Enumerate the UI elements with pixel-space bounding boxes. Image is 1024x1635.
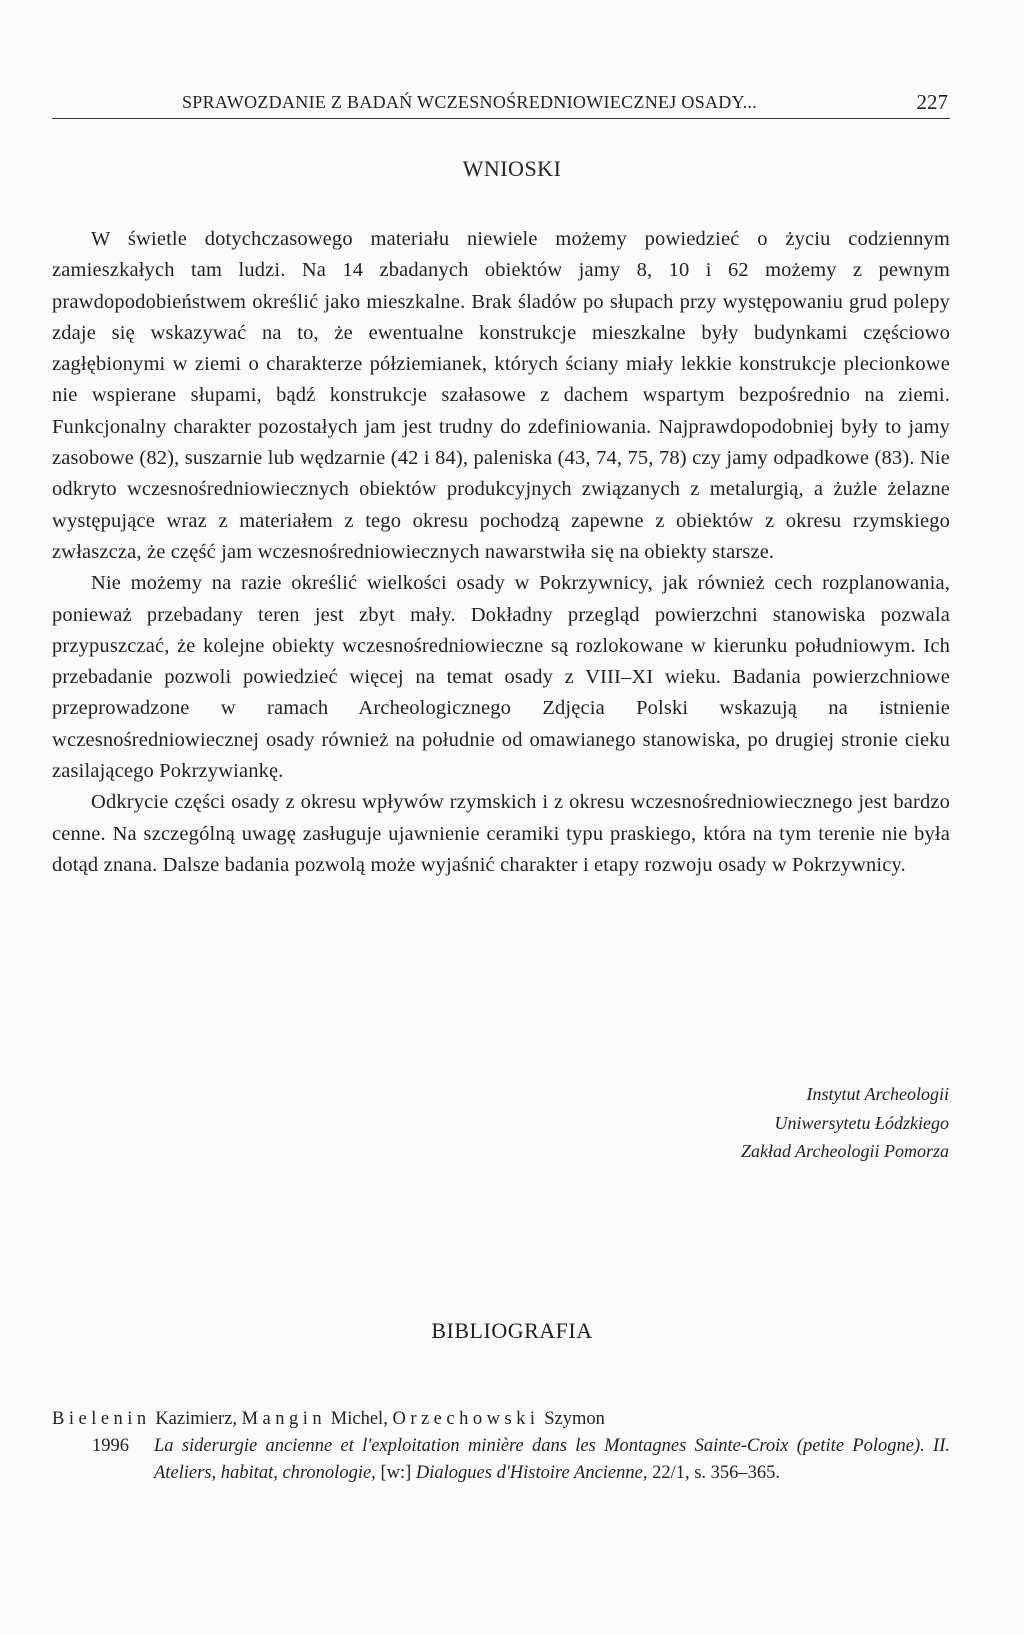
author-surname: Mangin <box>241 1409 327 1429</box>
bib-volume-pages: 22/1, s. 356–365. <box>652 1463 781 1483</box>
running-title: SPRAWOZDANIE Z BADAŃ WCZESNOŚREDNIOWIECZNEJ OSADY... <box>182 92 757 112</box>
bib-authors <box>52 1406 950 1433</box>
paragraph: Nie możemy na razie określić wielkości osady w Pokrzywnicy, jak również cech rozplanowania, ponieważ przebadany teren jest zbyt mały. Dokładny przegląd powierzchni stanowiska pozwala przypuszczać, że kolejne obiekty wczesnośredniowieczne są rozlokowane w kierunku południowym. Ich przebadanie pozwoli powiedzieć więcej na temat osady z VIII–XI wieku. Badania powierzchniowe przeprowadzone w ramach Archeologicznego Zdjęcia Polski wskazują na istnienie wczesnośredniowiecznej osady również na południe od omawianego stanowiska, po drugiej stronie cieku zasilającego Pokrzywiankę. <box>52 572 950 783</box>
affiliation-line: Instytut Archeologii <box>806 1084 949 1104</box>
paragraph: Odkrycie części osady z okresu wpływów rzymskich i z okresu wczesnośredniowiecznego jest bardzo cenne. Na szczególną uwagę zasługuje ujawnienie ceramiki typu praskiego, która na tym terenie nie była dotąd znana. Dalsze badania pozwolą może wyjaśnić charakter i etapy rozwoju osady w Pokrzywnicy. <box>52 791 950 876</box>
bib-title: La siderurgie ancienne et l'exploitation minière dans les Montagnes Sainte-Croix (petite Pologne). II. Ateliers, habitat, chronologie, <box>154 1436 950 1483</box>
author-affiliation <box>741 1080 949 1166</box>
section-heading-wnioski: WNIOSKI <box>462 156 562 181</box>
author-surname: Orzechowski <box>392 1409 540 1429</box>
page-number: 227 <box>916 90 948 114</box>
section-heading-bibliography: BIBLIOGRAFIA <box>431 1318 593 1343</box>
bib-year: 1996 <box>92 1436 129 1456</box>
author-given-name: Kazimierz, <box>155 1409 237 1429</box>
bibliography-list <box>52 1406 950 1487</box>
running-head <box>52 88 950 119</box>
bib-journal: Dialogues d'Histoire Ancienne, <box>415 1463 648 1483</box>
paragraph: W świetle dotychczasowego materiału niewiele możemy powiedzieć o życiu codziennym zamieszkałych tam ludzi. Na 14 zbadanych obiektów jamy 8, 10 i 62 możemy z pewnym prawdopodobieństwem określić jako mieszkalne. Brak śladów po słupach przy występowaniu grud polepy zdaje się wskazywać na to, że ewentualne konstrukcje mieszkalne były budynkami częściowo zagłębionymi w ziemi o charakterze półziemianek, których ściany miały lekkie konstrukcje plecionkowe nie wspierane słupami, bądź konstrukcje szałasowe z dachem wspartym bezpośrednio na ziemi. Funkcjonalny charakter pozostałych jam jest trudny do zdefiniowania. Najprawdopodobniej były to jamy zasobowe (82), suszarnie lub wędzarnie (42 i 84), paleniska (43, 74, 75, 78) czy jamy odpadkowe (83). Nie odkryto wczesnośredniowiecznych obiektów produkcyjnych związanych z metalurgią, a żużle żelazne występujące wraz z materiałem z tego okresu pochodzą zapewne z obiektów z okresu rzymskiego zwłaszcza, że część jam wczesnośredniowiecznych nawarstwiła się na obiekty starsze. <box>52 228 950 563</box>
affiliation-line: Uniwersytetu Łódzkiego <box>774 1112 949 1133</box>
bib-entry <box>52 1433 950 1487</box>
body-text <box>52 224 950 881</box>
bib-citation <box>154 1433 950 1487</box>
author-surname: Bielenin <box>52 1409 151 1429</box>
bib-in-prefix: [w:] <box>380 1463 412 1483</box>
author-given-name: Szymon <box>544 1409 605 1429</box>
affiliation-line: Zakład Archeologii Pomorza <box>741 1141 949 1161</box>
author-given-name: Michel, <box>330 1409 388 1429</box>
